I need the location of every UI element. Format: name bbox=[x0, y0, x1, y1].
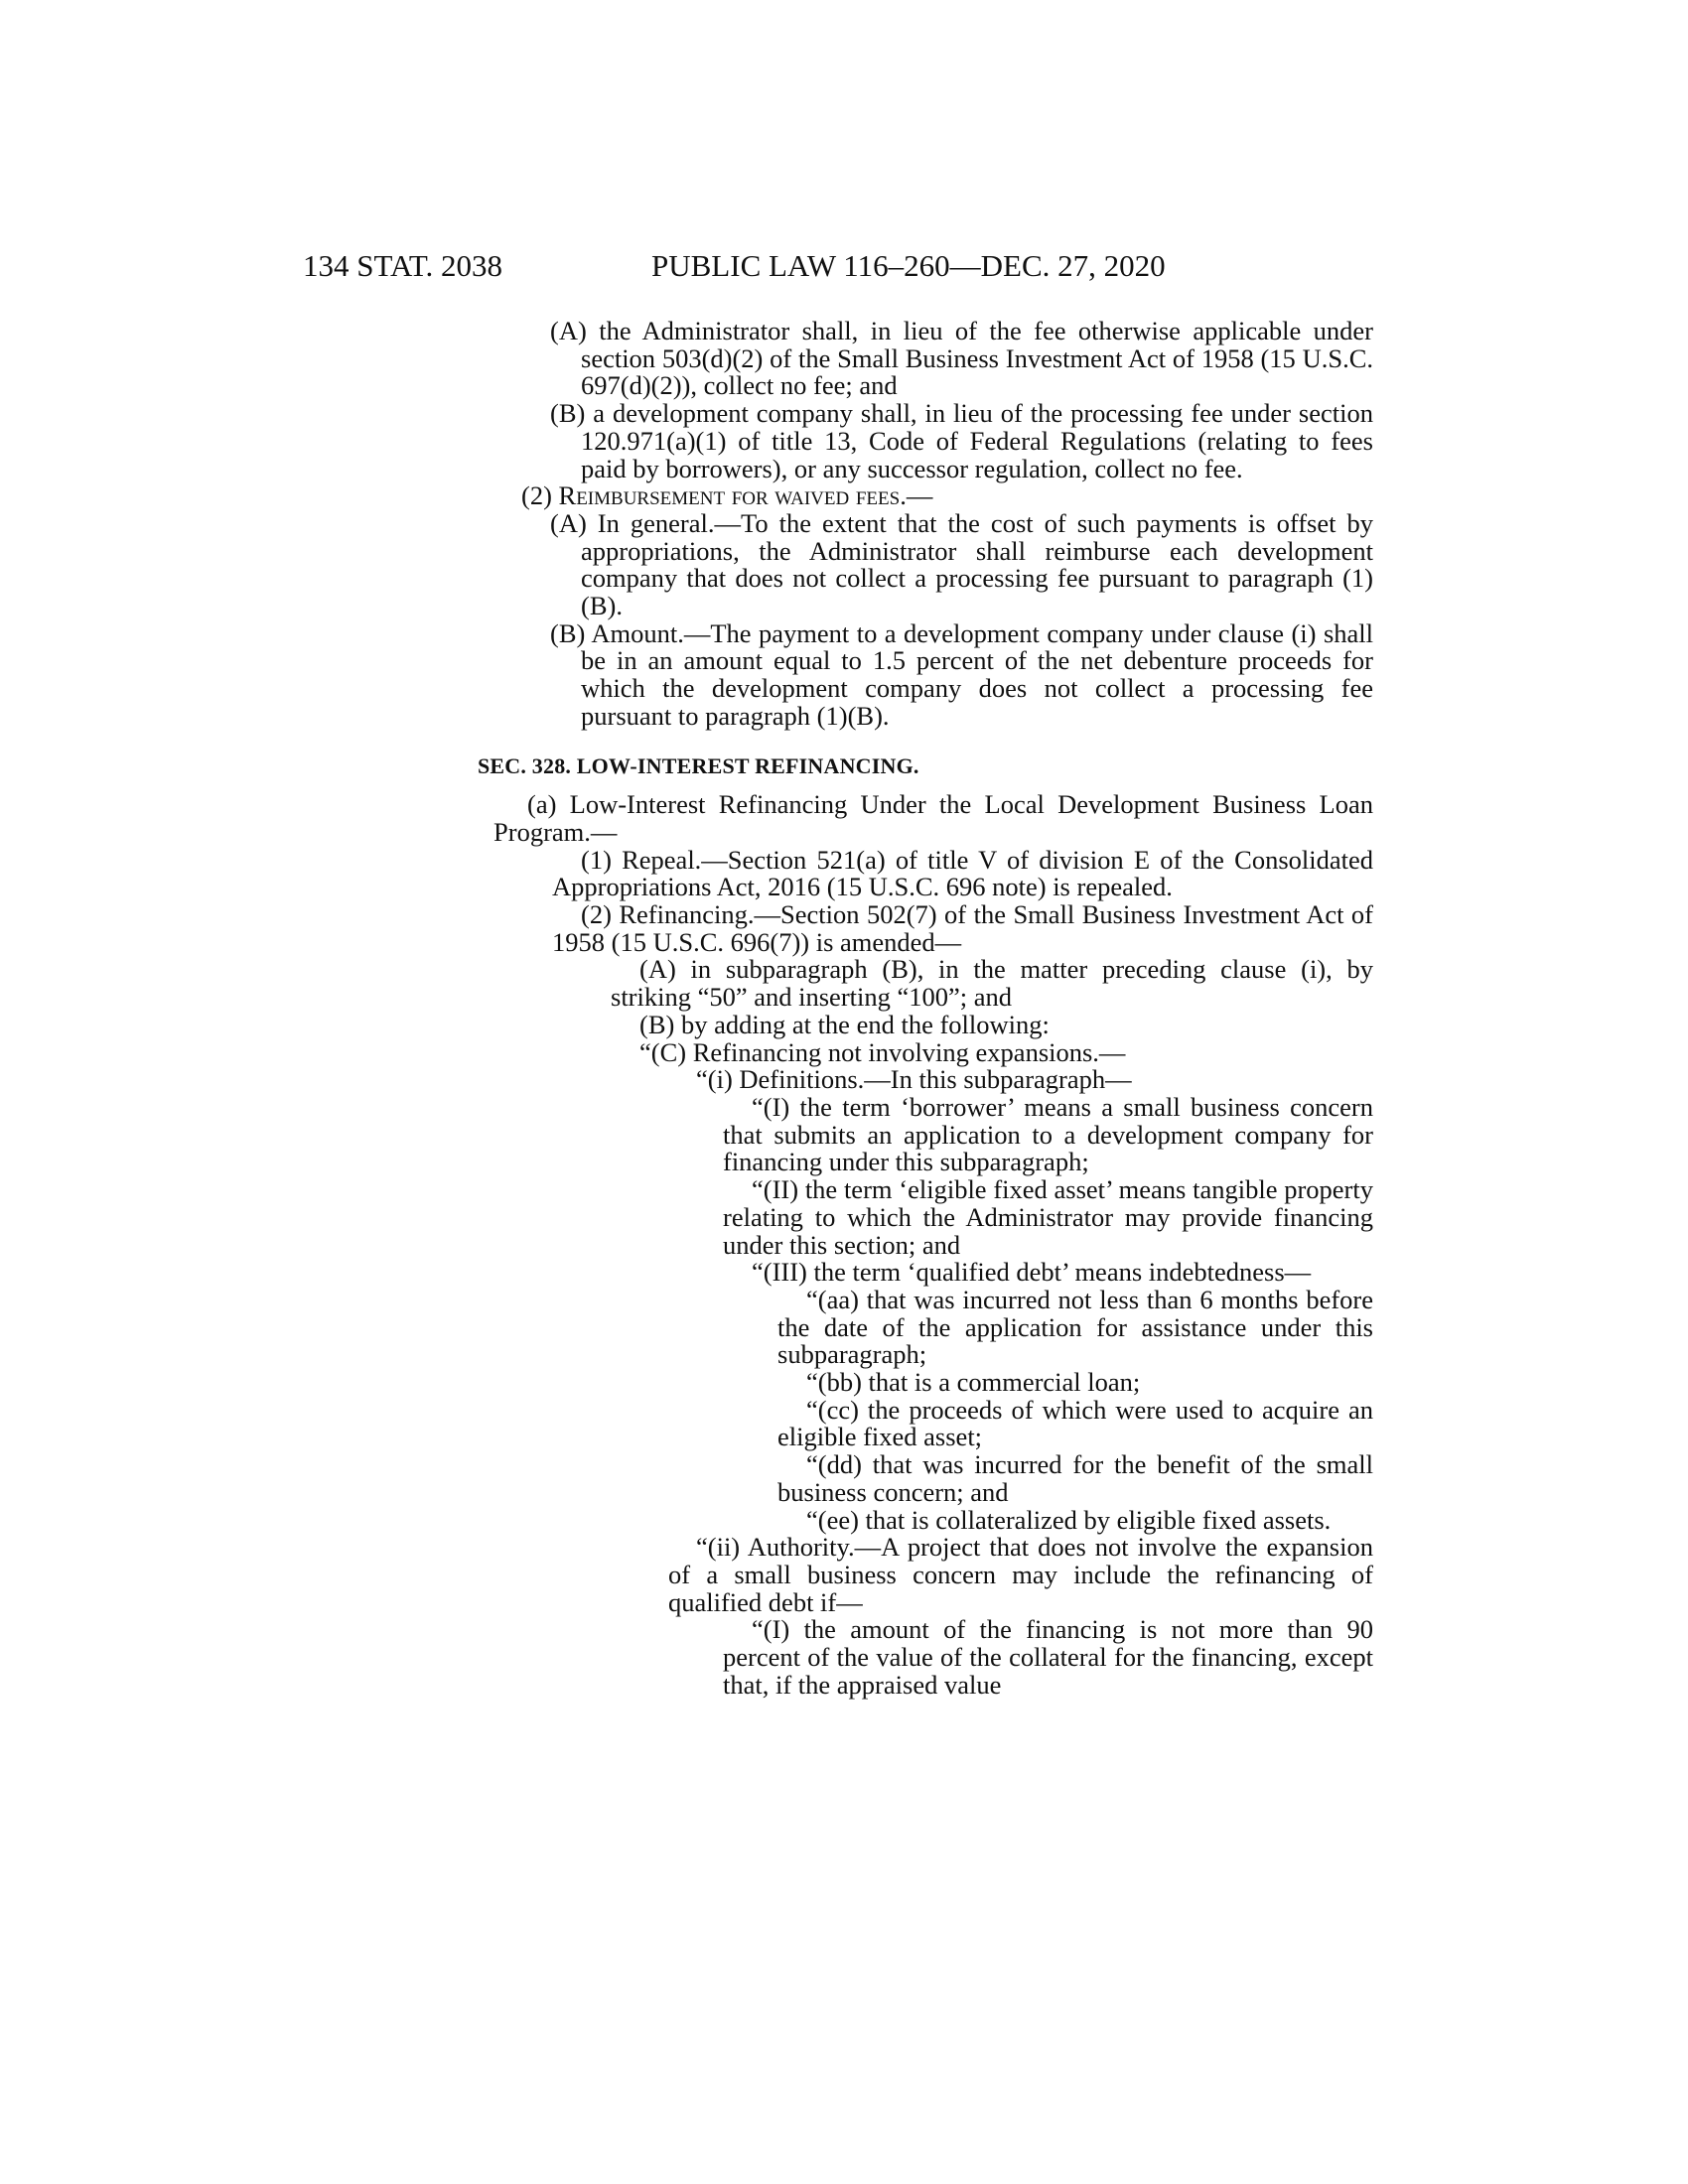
item-aa: “(aa) that was incurred not less than 6 months before the date of the application for assistance under this subparagraph; bbox=[777, 1284, 1373, 1370]
paragraph-2b: (B) Amount.—The payment to a development company under clause (i) shall be in an amount equal to 1.5 percent of the net debenture proceeds for which the development company does not collect a processing fee pursuant to paragraph (1)(B). bbox=[550, 617, 1373, 731]
running-head: PUBLIC LAW 116–260—DEC. 27, 2020 bbox=[651, 248, 1166, 283]
item-bb: “(bb) that is a commercial loan; bbox=[806, 1367, 1141, 1398]
paragraph-1a: (A) the Administrator shall, in lieu of the fee otherwise applicable under section 503(d)(2) of the Small Business Investment Act of 1958 (15 U.S.C. 697(d)(2)), collect no fee; and bbox=[550, 316, 1373, 401]
paragraph-refinancing: (2) Refinancing.—Section 502(7) of the Small Business Investment Act of 1958 (15 U.S.C. 696(7)) is amended— bbox=[552, 899, 1373, 957]
paragraph-2-heading: (2) Reimbursement for waived fees.— bbox=[521, 480, 933, 511]
subsection-a-heading: (a) Low-Interest Refinancing Under the Local Development Business Loan Program.— bbox=[493, 789, 1373, 847]
subclause-I-borrower: “(I) the term ‘borrower’ means a small business concern that submits an application to a development company for financing under this subparagraph; bbox=[723, 1091, 1373, 1177]
item-cc: “(cc) the proceeds of which were used to acquire an eligible fixed asset; bbox=[777, 1394, 1373, 1452]
item-dd: “(dd) that was incurred for the benefit of the small business concern; and bbox=[777, 1449, 1373, 1507]
paragraph-repeal: (1) Repeal.—Section 521(a) of title V of division E of the Consolidated Appropriations Act, 2016 (15 U.S.C. 696 note) is repealed. bbox=[552, 844, 1373, 902]
subclause-II-eligible-fixed-asset: “(II) the term ‘eligible fixed asset’ means tangible property relating to which the Administrator may provide financing under this section; and bbox=[723, 1174, 1373, 1260]
page-header bbox=[0, 246, 1688, 286]
clause-ii-authority: “(ii) Authority.—A project that does not involve the expansion of a small business concern may include the refinancing of qualified debt if— bbox=[668, 1532, 1373, 1617]
subparagraph-a: (A) in subparagraph (B), in the matter preceding clause (i), by striking “50” and inserting “100”; and bbox=[611, 954, 1373, 1013]
paragraph-1b: (B) a development company shall, in lieu of the processing fee under section 120.971(a)(1) of title 13, Code of Federal Regulations (relating to fees paid by borrowers), or any successor regulation, collect no fee. bbox=[550, 398, 1373, 483]
subclause-III-qualified-debt: “(III) the term ‘qualified debt’ means indebtedness— bbox=[752, 1257, 1312, 1288]
page-body bbox=[478, 316, 1373, 1700]
paragraph-2a: (A) In general.—To the extent that the cost of such payments is offset by appropriations, the Administrator shall reimburse each development company that does not collect a processing fee pursuant to paragraph (1)(B). bbox=[550, 507, 1373, 621]
item-ee: “(ee) that is collateralized by eligible fixed assets. bbox=[806, 1504, 1332, 1535]
section-heading: SEC. 328. LOW-INTEREST REFINANCING. bbox=[478, 752, 919, 778]
subparagraph-b: (B) by adding at the end the following: bbox=[639, 1009, 1050, 1039]
page-number: 134 STAT. 2038 bbox=[303, 248, 503, 283]
clause-i-definitions: “(i) Definitions.—In this subparagraph— bbox=[696, 1064, 1132, 1095]
subclause-I-financing-amount: “(I) the amount of the financing is not more than 90 percent of the value of the collateral for the financing, except that, if the appraised value bbox=[723, 1614, 1373, 1700]
subparagraph-c-heading: “(C) Refinancing not involving expansions.— bbox=[639, 1036, 1126, 1067]
